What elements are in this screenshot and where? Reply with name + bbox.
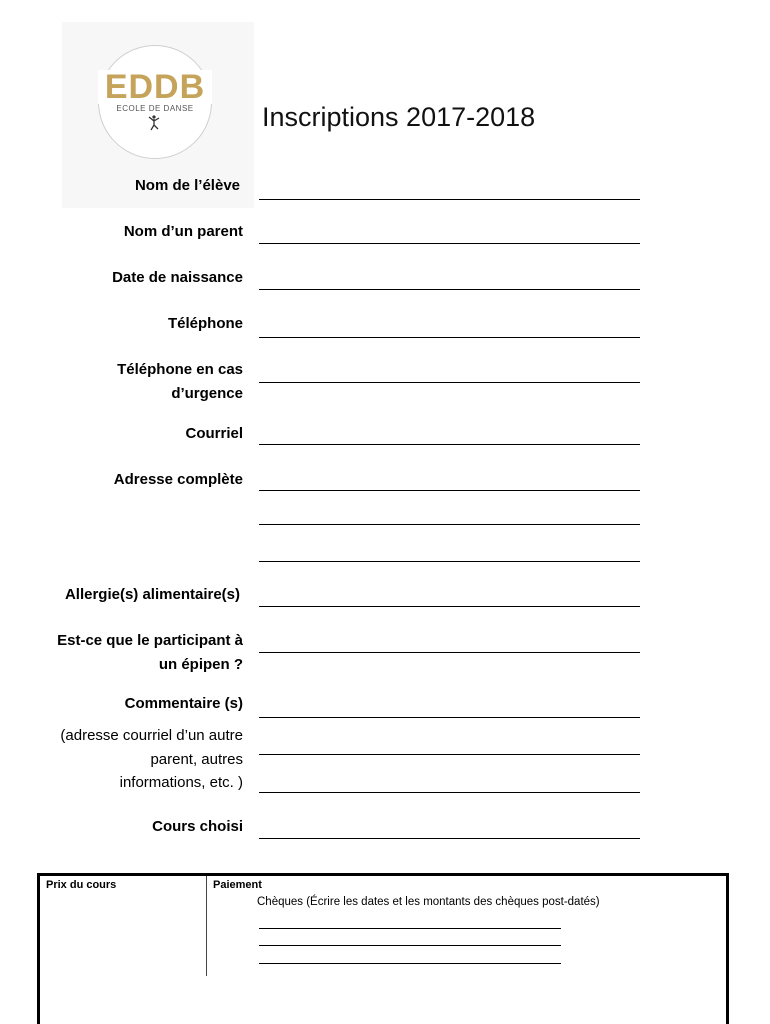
course-field[interactable] — [259, 838, 640, 839]
label-phone: Téléphone — [167, 315, 243, 332]
email-field[interactable] — [259, 444, 640, 445]
comments-field-3[interactable] — [259, 792, 640, 793]
phone-field[interactable] — [259, 337, 640, 338]
price-header: Prix du cours — [46, 879, 117, 891]
comments-field-1[interactable] — [259, 717, 640, 718]
label-comments: Commentaire (s) — [124, 695, 243, 712]
label-epipen-1: Est-ce que le participant à — [57, 632, 243, 649]
cheques-instructions: Chèques (Écrire les dates et les montants des chèques post-datés) — [257, 896, 600, 908]
cheque-line-1[interactable] — [259, 928, 561, 929]
comments-note-2: parent, autres — [150, 751, 243, 768]
label-email: Courriel — [185, 425, 243, 442]
student-name-field[interactable] — [259, 199, 640, 200]
payment-header: Paiement — [213, 879, 262, 891]
logo-subtitle: ECOLE DE DANSE — [116, 104, 194, 113]
label-emergency-phone-2: d’urgence — [171, 385, 243, 402]
page-title: Inscriptions 2017-2018 — [262, 102, 536, 132]
parent-name-field[interactable] — [259, 243, 640, 244]
allergies-field[interactable] — [259, 606, 640, 607]
label-birth-date: Date de naissance — [112, 269, 243, 286]
logo-wordmark: EDDB — [98, 70, 212, 104]
label-student-name: Nom de l’élève — [134, 177, 240, 194]
comments-note-1: (adresse courriel d’un autre — [60, 727, 243, 744]
label-parent-name: Nom d’un parent — [123, 223, 243, 240]
dancer-icon — [146, 114, 162, 132]
label-emergency-phone-1: Téléphone en cas — [117, 361, 243, 378]
cheque-line-3[interactable] — [259, 963, 561, 964]
label-course: Cours choisi — [152, 818, 243, 835]
table-column-divider — [206, 876, 207, 976]
address-field-1[interactable] — [259, 490, 640, 491]
address-field-2[interactable] — [259, 524, 640, 525]
comments-field-2[interactable] — [259, 754, 640, 755]
birth-date-field[interactable] — [259, 289, 640, 290]
label-epipen-2: un épipen ? — [158, 656, 243, 673]
cheque-line-2[interactable] — [259, 945, 561, 946]
address-field-3[interactable] — [259, 561, 640, 562]
emergency-phone-field[interactable] — [259, 382, 640, 383]
label-address: Adresse complète — [113, 471, 243, 488]
label-allergies: Allergie(s) alimentaire(s) — [64, 586, 240, 603]
epipen-field[interactable] — [259, 652, 640, 653]
comments-note-3: informations, etc. ) — [119, 774, 243, 791]
